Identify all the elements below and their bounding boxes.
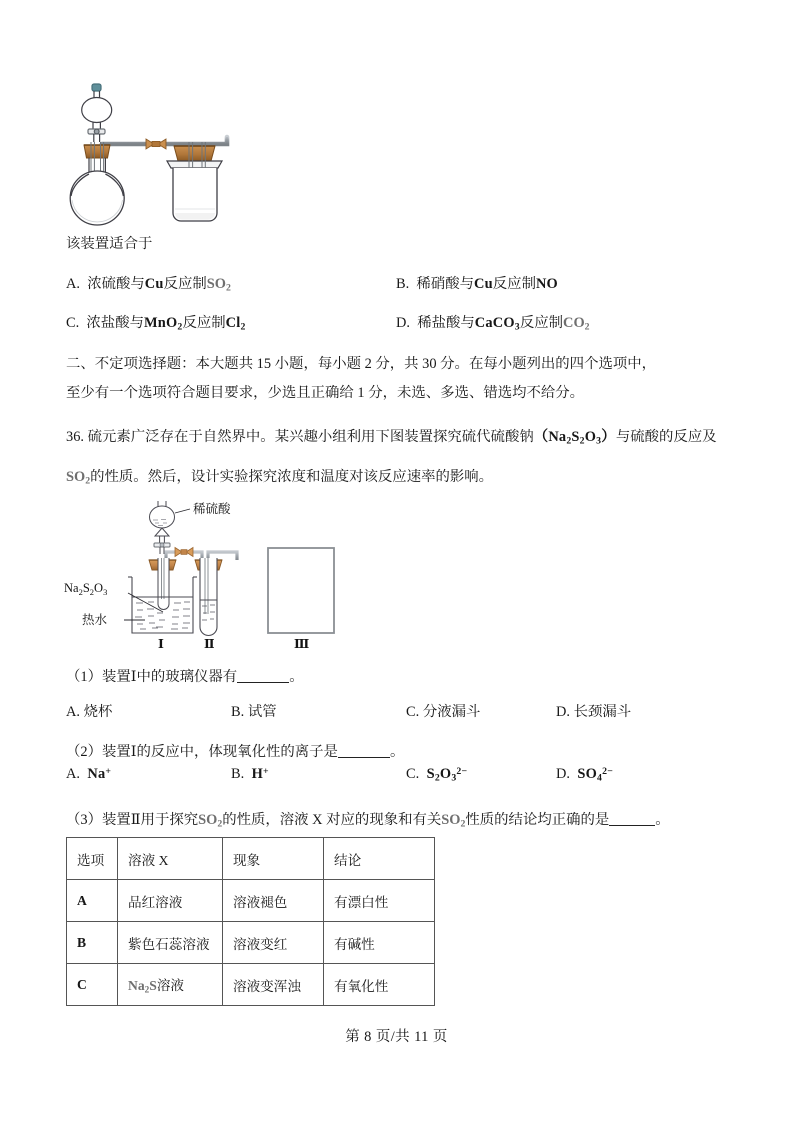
q36-sub2-option-b-ion: H+ <box>247 766 269 783</box>
q36-stem-line2 <box>66 465 493 490</box>
q36-sub1-numeral: Ⅰ <box>130 669 137 685</box>
table-row-c-solution-word: 溶液 <box>156 978 184 994</box>
q36-sub3-formula-1: $SO_2$ <box>198 812 223 830</box>
table-row-b-solution: 紫色石蕊溶液 <box>128 936 210 952</box>
q36-sub3-text-b: 用于探究 <box>140 812 199 828</box>
q36-sub1-option-d-key: D. <box>556 704 570 720</box>
q36-sub1-option-c-label: 分液漏斗 <box>422 704 481 720</box>
table-header-phenomenon: 现象 <box>233 852 261 868</box>
q36-sub2-option-d-ion: $SO_4^{2-}$ <box>573 766 613 784</box>
table-row-c-solution: $Na_2S$溶液 <box>128 978 184 995</box>
table-header-conclusion: 结论 <box>334 852 362 868</box>
q36-sub2-answer-blank[interactable] <box>338 743 390 758</box>
q35-option-c-text: 浓盐酸与MnO$_2$反应制$Cl_2$ <box>82 315 246 333</box>
q36-formula-thiosulfate: $(Na_2S_2O_3)$ <box>533 429 616 447</box>
q36-sub2-text-a: （2）装置 <box>66 744 131 760</box>
q36-sub3-numeral: Ⅱ <box>130 812 141 828</box>
dropping-funnel <box>82 84 112 142</box>
q36-sub2-option-b[interactable] <box>231 766 269 783</box>
q35-option-d[interactable] <box>396 311 590 332</box>
q36-sub2-option-a[interactable] <box>66 766 111 783</box>
pinch-clamp-2 <box>175 548 193 557</box>
q35-stem: 该装置适合于 <box>66 236 153 252</box>
q36-sub1-option-a[interactable] <box>66 700 112 721</box>
thiosulfate-apparatus-figure <box>62 496 362 651</box>
table-row-c-conclusion: 有氧化性 <box>334 978 389 994</box>
q36-sub3-table <box>66 837 435 1006</box>
numeral-I: Ⅰ <box>158 637 164 651</box>
q36-sub2-option-a-key: A. <box>66 766 80 783</box>
table-row-a-option: A <box>77 892 88 908</box>
q36-sub1-text-b: 中的玻璃仪器有 <box>136 669 238 685</box>
q36-sub2-option-b-key: B. <box>231 766 245 783</box>
q36-sub2-stem <box>66 740 404 765</box>
q36-sub1-option-a-key: A. <box>66 704 80 720</box>
q36-sub1-text-a: （1）装置 <box>66 669 131 685</box>
apparatus-III <box>268 548 334 633</box>
numeral-III: Ⅲ <box>294 637 310 651</box>
q36-sub3-stem <box>66 808 670 833</box>
table-header-solution: 溶液 X <box>128 852 169 868</box>
q36-stem-text-a: 硫元素广泛存在于自然界中。某兴趣小组利用下图装置探究硫代硫酸钠 <box>87 429 534 445</box>
q36-sub1-option-c-key: C. <box>406 704 420 720</box>
q36-sub3-text-c: 的性质，溶液 X 对应的现象和有关 <box>222 812 442 828</box>
apparatus-II <box>200 558 217 636</box>
q36-sub2-option-a-ion: Na+ <box>83 766 112 783</box>
q35-option-d-key: D. <box>396 315 410 331</box>
q36-sub1-option-b-key: B. <box>231 704 245 720</box>
q36-sub2-text-c: 。 <box>389 744 405 760</box>
q36-number: 36. <box>66 429 84 445</box>
q35-option-a-key: A. <box>66 276 80 292</box>
q35-option-d-text: 稀盐酸与CaCO$_3$反应制$CO_2$ <box>413 315 590 333</box>
table-row-b-phenomenon: 溶液变红 <box>233 936 288 952</box>
q36-stem-text-c: 的性质。然后，设计实验探究浓度和温度对该反应速率的影响。 <box>90 469 494 485</box>
apparatus-I <box>128 558 197 633</box>
label-dilute-sulfuric-acid: 稀硫酸 <box>193 502 231 516</box>
table-row-b-option: B <box>77 934 87 950</box>
table-header-row <box>67 838 435 880</box>
q36-sub3-text-e: 。 <box>655 812 670 828</box>
q36-sub2-option-d-key: D. <box>556 766 570 783</box>
q36-sub1-option-c[interactable] <box>406 700 480 721</box>
table-header-option: 选项 <box>77 852 105 868</box>
q36-sub3-text-a: （3）装置 <box>66 812 131 828</box>
q36-sub2-option-c-ion: $S_2O_3^{2-}$ <box>422 766 468 784</box>
table-row[interactable] <box>67 964 435 1006</box>
table-row[interactable] <box>67 880 435 922</box>
pinch-clamp <box>146 139 166 149</box>
q36-sub2-option-c-key: C. <box>406 766 420 783</box>
table-row-c-phenomenon: 溶液变浑浊 <box>233 978 301 994</box>
q36-sub1-text-c: 。 <box>289 669 304 685</box>
label-sodium-thiosulfate: $Na_2S_2O_3$ <box>64 581 108 597</box>
q36-sub1-option-a-label: 烧杯 <box>83 704 113 720</box>
gas-washing-bottle <box>167 142 222 221</box>
q35-option-c[interactable] <box>66 311 246 332</box>
q36-sub2-option-d[interactable] <box>556 766 613 784</box>
q36-sub1-option-b-label: 试管 <box>247 704 277 720</box>
q35-option-c-key: C. <box>66 315 80 331</box>
label-hot-water: 热水 <box>82 613 108 627</box>
q36-stem-line1 <box>66 425 717 450</box>
dropping-funnel-2 <box>150 501 175 554</box>
q36-sub1-option-d[interactable] <box>556 700 631 721</box>
q35-option-a-text: 浓硫酸与Cu反应制$SO_2$ <box>83 276 231 294</box>
q36-sub2-option-c[interactable] <box>406 766 467 784</box>
gas-generation-apparatus-figure <box>62 82 292 232</box>
table-row-a-phenomenon: 溶液褪色 <box>233 894 288 910</box>
round-bottom-flask <box>70 142 124 225</box>
section2-instruction-line2: 至少有一个选项符合题目要求，少选且正确给 1 分，未选、多选、错选均不给分。 <box>66 385 585 401</box>
q35-option-a[interactable] <box>66 272 231 293</box>
q36-sub3-formula-2: $SO_2$ <box>441 812 466 830</box>
q36-sub3-text-d: 性质的结论均正确的是 <box>465 812 610 828</box>
table-row[interactable] <box>67 922 435 964</box>
q36-sub3-answer-blank[interactable] <box>609 811 655 826</box>
numeral-II: Ⅱ <box>204 637 215 651</box>
q36-sub1-answer-blank[interactable] <box>237 668 289 683</box>
q36-sub2-text-b: 的反应中，体现氧化性的离子是 <box>136 744 338 760</box>
page-footer: 第 8 页/共 11 页 <box>345 1029 448 1045</box>
q36-sub1-option-d-label: 长颈漏斗 <box>573 704 632 720</box>
q36-sub1-stem <box>66 665 304 690</box>
table-row-c-option: C <box>77 976 88 992</box>
q35-option-b[interactable] <box>396 272 558 293</box>
q36-formula-so2-line2: $SO_2$ <box>66 469 91 487</box>
table-row-a-solution: 品红溶液 <box>128 894 183 910</box>
q36-sub2-numeral: Ⅰ <box>130 744 137 760</box>
q36-stem-text-b: 与硫酸的反应及 <box>615 429 717 445</box>
q35-option-b-key: B. <box>396 276 410 292</box>
table-row-a-conclusion: 有漂白性 <box>334 894 389 910</box>
table-row-b-conclusion: 有碱性 <box>334 936 375 952</box>
q35-option-b-text: 稀硝酸与Cu反应制NO <box>412 276 558 292</box>
section2-instruction-line1: 二、不定项选择题：本大题共 15 小题，每小题 2 分，共 30 分。在每小题列出的四个选项中， <box>66 356 657 372</box>
q36-sub1-option-b[interactable] <box>231 700 277 721</box>
